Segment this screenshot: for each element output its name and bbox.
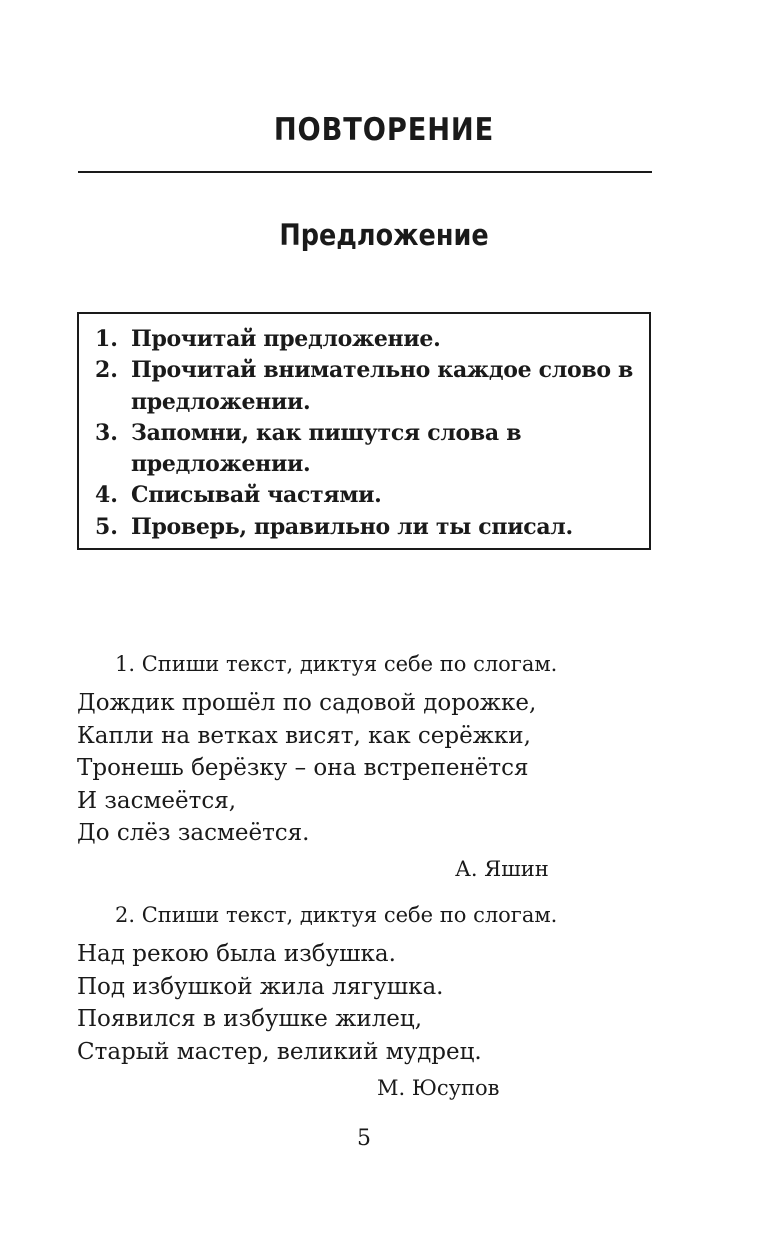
- poem-line: Под избушкой жила лягушка.: [77, 973, 444, 1000]
- page-number: 5: [357, 1126, 371, 1151]
- rule-number: 5.: [95, 513, 118, 540]
- rule-text: Списывай частями.: [131, 482, 382, 509]
- exercise-1-task: 1. Спиши текст, диктуя себе по слогам.: [115, 652, 558, 676]
- title-divider: [78, 171, 652, 173]
- poem-line: До слёз засмеётся.: [77, 820, 310, 846]
- rule-number: 2.: [95, 357, 118, 384]
- exercise-2-author: М. Юсупов: [377, 1076, 500, 1100]
- page-subtitle: Предложение: [279, 218, 489, 252]
- rule-item: [95, 355, 637, 418]
- exercise-2-task: 2. Спиши текст, диктуя себе по слогам.: [115, 903, 558, 927]
- rules-box: [77, 312, 651, 550]
- poem-line: Тронешь берёзку – она встрепенётся: [77, 755, 529, 781]
- rule-item: [95, 512, 637, 543]
- poem-line: И засмеётся,: [77, 787, 237, 814]
- poem-line: Появился в избушке жилец,: [77, 1006, 423, 1032]
- rule-text: Прочитай предложение.: [131, 326, 441, 352]
- rule-item: [95, 324, 637, 355]
- poem-line: Капли на ветках висят, как серёжки,: [77, 722, 531, 749]
- section-title: ПОВТОРЕНИЕ: [273, 112, 495, 148]
- exercise-2-poem: [77, 938, 482, 1068]
- rule-number: 3.: [95, 419, 118, 446]
- poem-line: Дождик прошёл по садовой дорожке,: [77, 690, 537, 716]
- poem-line: Старый мастер, великий мудрец.: [77, 1038, 482, 1065]
- rule-number: 1.: [95, 326, 118, 352]
- poem-line: Над рекою была избушка.: [77, 941, 396, 967]
- rule-item: [95, 418, 637, 481]
- exercise-1-author: А. Яшин: [455, 857, 549, 881]
- rule-text: Прочитай внимательно каждое слово в предложении.: [131, 357, 634, 415]
- exercise-1-poem: [77, 687, 536, 850]
- rule-text: Запомни, как пишутся слова в предложении.: [131, 419, 522, 478]
- rule-item: [95, 480, 637, 511]
- rule-number: 4.: [95, 482, 118, 509]
- rule-text: Проверь, правильно ли ты списал.: [131, 513, 573, 540]
